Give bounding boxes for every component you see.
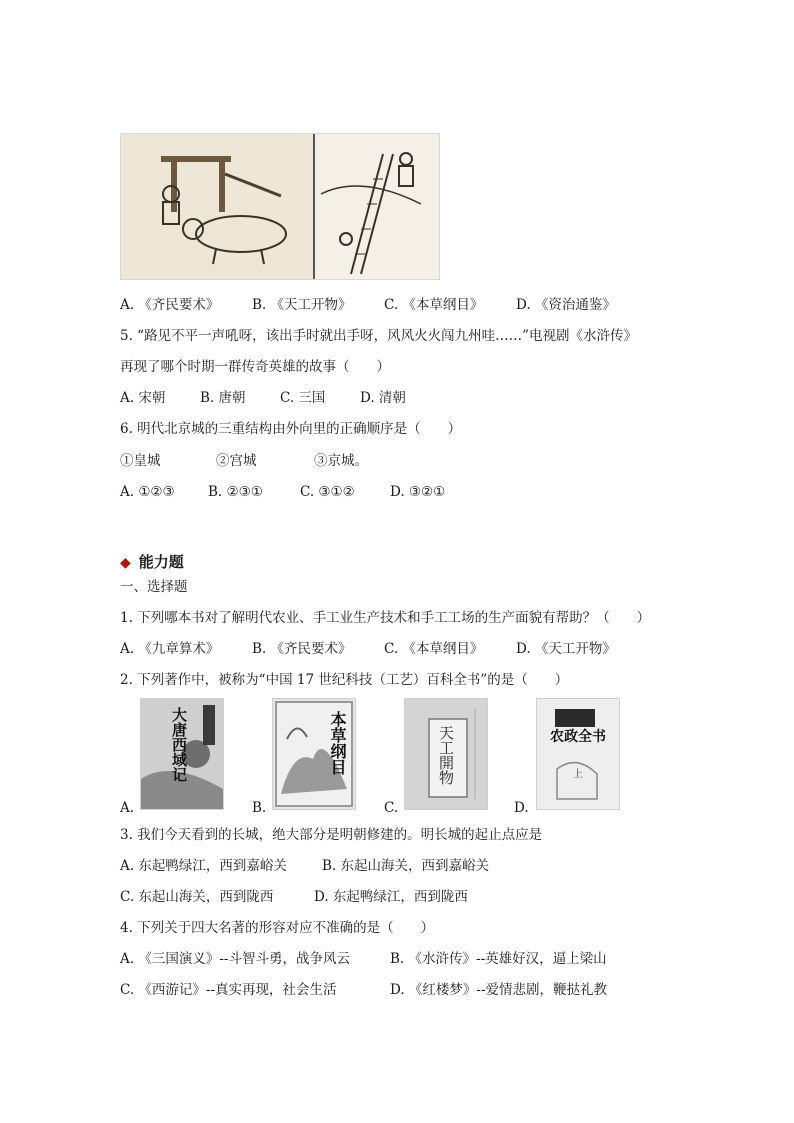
option-c: C. ③①② [300,484,355,500]
s1-line1: 1. 下列哪本书对了解明代农业、手工业生产技术和手工工场的生产面貌有帮助？（ ） [120,610,651,626]
option-b: B. 《天工开物》 [252,297,352,313]
option-d: D. 《红楼梦》--爱情悲剧，鞭挞礼教 [390,982,608,998]
book-cover-c [404,698,488,810]
item-3: ③京城。 [314,453,368,469]
s3-options-1 [120,857,489,875]
book-a-title: 大唐西域记 [170,707,188,782]
item-2: ②宫城 [216,453,257,469]
book-cover-d [536,698,620,810]
option-b: B. 唐朝 [200,390,246,406]
woodcut-illustration [120,133,440,280]
book-cover-b [272,698,356,810]
q6-line1: 6. 明代北京城的三重结构由外向里的正确顺序是（ ） [120,421,462,437]
book-d-title: 农政全书 [550,729,606,745]
s4-line1: 4. 下列关于四大名著的形容对应不准确的是（ ） [120,920,435,936]
diamond-bullet-icon: ◆ [120,555,131,571]
option-a: A. 《齐民要术》 [120,297,220,313]
book-letter-b: B. [252,800,267,816]
option-c: C. 《西游记》--真实再现，社会生活 [120,982,337,998]
s4-options-1 [120,950,607,968]
book-c-title: 天工開物 [437,725,455,785]
option-b: B. 东起山海关，西到嘉峪关 [322,858,490,874]
option-b: B. 《齐民要术》 [252,641,352,657]
s2-line1: 2. 下列著作中，被称为“中国 17 世纪科技（工艺）百科全书”的是（ ） [120,672,569,688]
book-letter-a: A. [120,800,135,816]
option-b: B. 《水浒传》--英雄好汉，逼上梁山 [390,951,607,967]
s3-options-2 [120,888,468,906]
option-c: C. 东起山海关，西到陇西 [120,889,274,905]
option-c: C. 《本草纲目》 [384,641,484,657]
option-c: C. 三国 [280,390,326,406]
prev-question-options [120,296,616,314]
q5-line2: 再现了哪个时期一群传奇英雄的故事（ ） [120,359,390,375]
book-cover-d-art [537,699,619,809]
book-d-sub: 上 [573,769,583,780]
s1-options [120,640,616,658]
option-a: A. 东起鸭绿江，西到嘉峪关 [120,858,287,874]
woodcut-drawing [121,134,439,279]
s4-options-2 [120,981,607,999]
option-a: A. 宋朝 [120,390,166,406]
section-title [120,551,184,572]
option-b: B. ②③① [208,484,263,500]
option-a: A. 《九章算术》 [120,641,220,657]
option-d: D. 《资治通鉴》 [516,297,616,313]
option-d: D. 东起鸭绿江，西到陇西 [314,889,468,905]
item-1: ①皇城 [120,453,161,469]
option-d: D. ③②① [390,484,446,500]
s3-line1: 3. 我们今天看到的长城，绝大部分是明朝修建的。明长城的起止点应是 [120,827,543,843]
q5-options [120,389,406,407]
book-cover-a [140,698,224,810]
section-title-text: 能力题 [138,553,184,571]
book-letter-c: C. [384,800,399,816]
section-subtitle: 一、选择题 [120,579,188,595]
option-d: D. 《天工开物》 [516,641,616,657]
book-b-title: 本草纲目 [328,711,347,775]
option-a: A. ①②③ [120,484,175,500]
q5-line1: 5. “路见不平一声吼呀，该出手时就出手呀，风风火火闯九州哇……”电视剧《水浒传》 [120,328,637,344]
q6-options [120,483,445,501]
book-letter-d: D. [514,800,529,816]
option-c: C. 《本草纲目》 [384,297,484,313]
q6-items [120,452,368,470]
option-a: A. 《三国演义》--斗智斗勇，战争风云 [120,951,350,967]
option-d: D. 清朝 [360,390,406,406]
